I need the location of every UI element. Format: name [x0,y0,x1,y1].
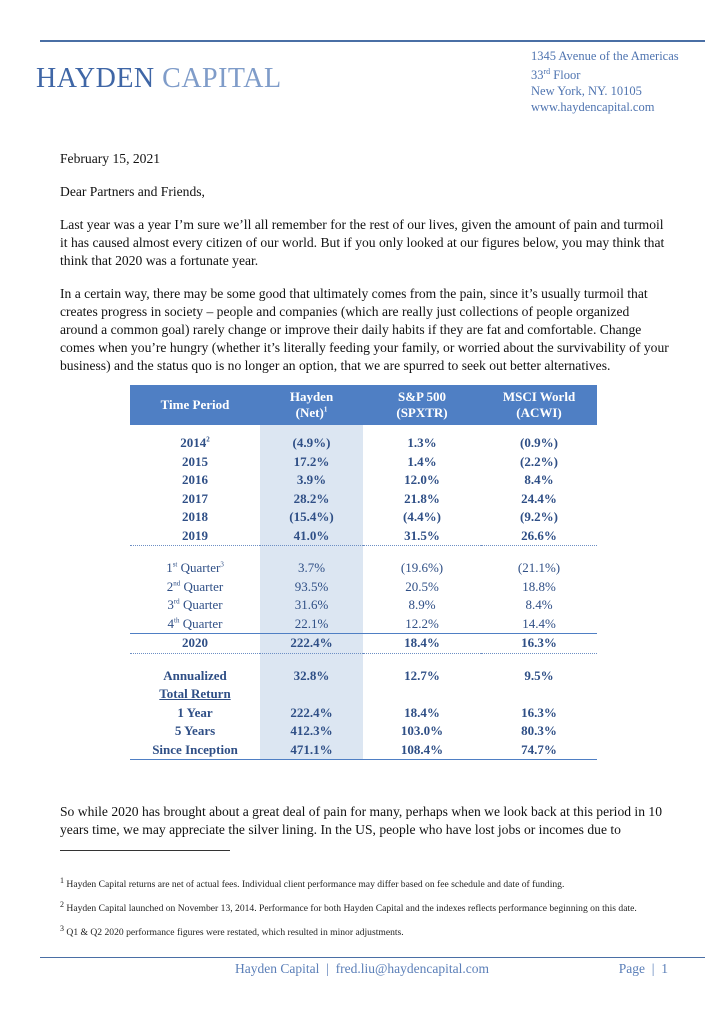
address-street: 1345 Avenue of the Americas [531,49,679,63]
letter-paragraph-2: In a certain way, there may be some good that ultimately comes from the pain, since it’s usually turmoil that creates progress in society – people and companies (which are really just collections of people organized around a common goal) rarely change or improve their daily habits if they are fat and comfortable. Change comes when you’re hungry (whether it’s literally feeding your family, or worried about the survivability of your business) and the status quo is no longer an option, that we are spurred to seek out better alternatives. [60,286,669,373]
performance-table [130,385,597,760]
footer-contact: Hayden Capital | fred.liu@haydencapital.com [235,961,489,976]
footer-rule [40,957,705,958]
table-separator [130,653,597,667]
footnote-2: $^2$ Hayden Capital launched on November 13, 2014. Performance for both Hayden Capital and the indexes reflects performance beginning on this date. [60,900,637,915]
company-address [531,48,679,115]
footnote-1: $^1$ Hayden Capital returns are net of actual fees. Individual client performance may differ based on fee schedule and date of funding. [60,876,565,891]
letter-paragraph-1: Last year was a year I’m sure we’ll all remember for the rest of our lives, given the amount of pain and turmoil it has caused almost every citizen of our world. But if you only looked at our figures below, you may think that think that 2020 was a fortunate year. [60,217,665,268]
header-msci: MSCI World (ACWI) [481,385,597,425]
table-row-since-inception: Since Inception 471.1% 108.4% 74.7% [130,741,597,760]
address-city: New York, NY. 10105 [531,84,642,99]
table-row-2016: 2016 3.9% 12.0% 8.4% [130,471,597,490]
header-time-period: Time Period [130,385,260,425]
header-sp500: S&P 500 (SPXTR) [363,385,481,425]
letter-salutation: Dear Partners and Friends, [60,184,205,199]
letter-paragraph-3: So while 2020 has brought about a great deal of pain for many, perhaps when we look back at this period in 10 years time, we may appreciate the silver lining. In the US, people who have lost jobs or incomes due to [60,804,663,837]
table-row-5-years: 5 Years 412.3% 103.0% 80.3% [130,722,597,741]
company-logo: HAYDEN CAPITAL [36,63,282,94]
footnote-divider [60,850,230,851]
table-separator [130,546,597,560]
footnote-3: $^3$ Q1 & Q2 2020 performance figures were restated, which resulted in minor adjustments. [60,924,404,939]
table-row-q2: 2nd Quarter 93.5% 20.5% 18.8% [130,578,597,597]
table-spacer [130,425,597,434]
table-row-1-year: 1 Year 222.4% 18.4% 16.3% [130,704,597,723]
table-row-2020: 2020 222.4% 18.4% 16.3% [130,634,597,654]
table-row-q1: 1st Quarter$^3$ 3.7% (19.6%) (21.1%) [130,559,597,578]
table-row-2015: 2015 17.2% 1.4% (2.2%) [130,453,597,472]
website-link[interactable]: www.haydencapital.com [531,100,655,115]
table-row-2018: 2018 (15.4%) (4.4%) (9.2%) [130,508,597,527]
table-row-2019: 2019 41.0% 31.5% 26.6% [130,527,597,546]
letter-date: February 15, 2021 [60,151,161,166]
table-row-2017: 2017 28.2% 21.8% 24.4% [130,490,597,509]
table-row-total-return: Total Return [130,685,597,704]
table-row-annualized: Annualized 32.8% 12.7% 9.5% [130,667,597,686]
table-header-row [130,385,597,425]
performance-grid [130,385,597,760]
table-row-2014: 2014$^2$ (4.9%) 1.3% (0.9%) [130,434,597,453]
table-row-q3: 3rd Quarter 31.6% 8.9% 8.4% [130,596,597,615]
page-number: Page | 1 [618,961,668,976]
header-hayden: Hayden (Net)$^1$ [260,385,363,425]
footnotes [60,874,670,947]
table-row-q4: 4th Quarter 22.1% 12.2% 14.4% [130,615,597,634]
address-floor: 33rd Floor [531,67,581,83]
header-rule [40,40,705,42]
